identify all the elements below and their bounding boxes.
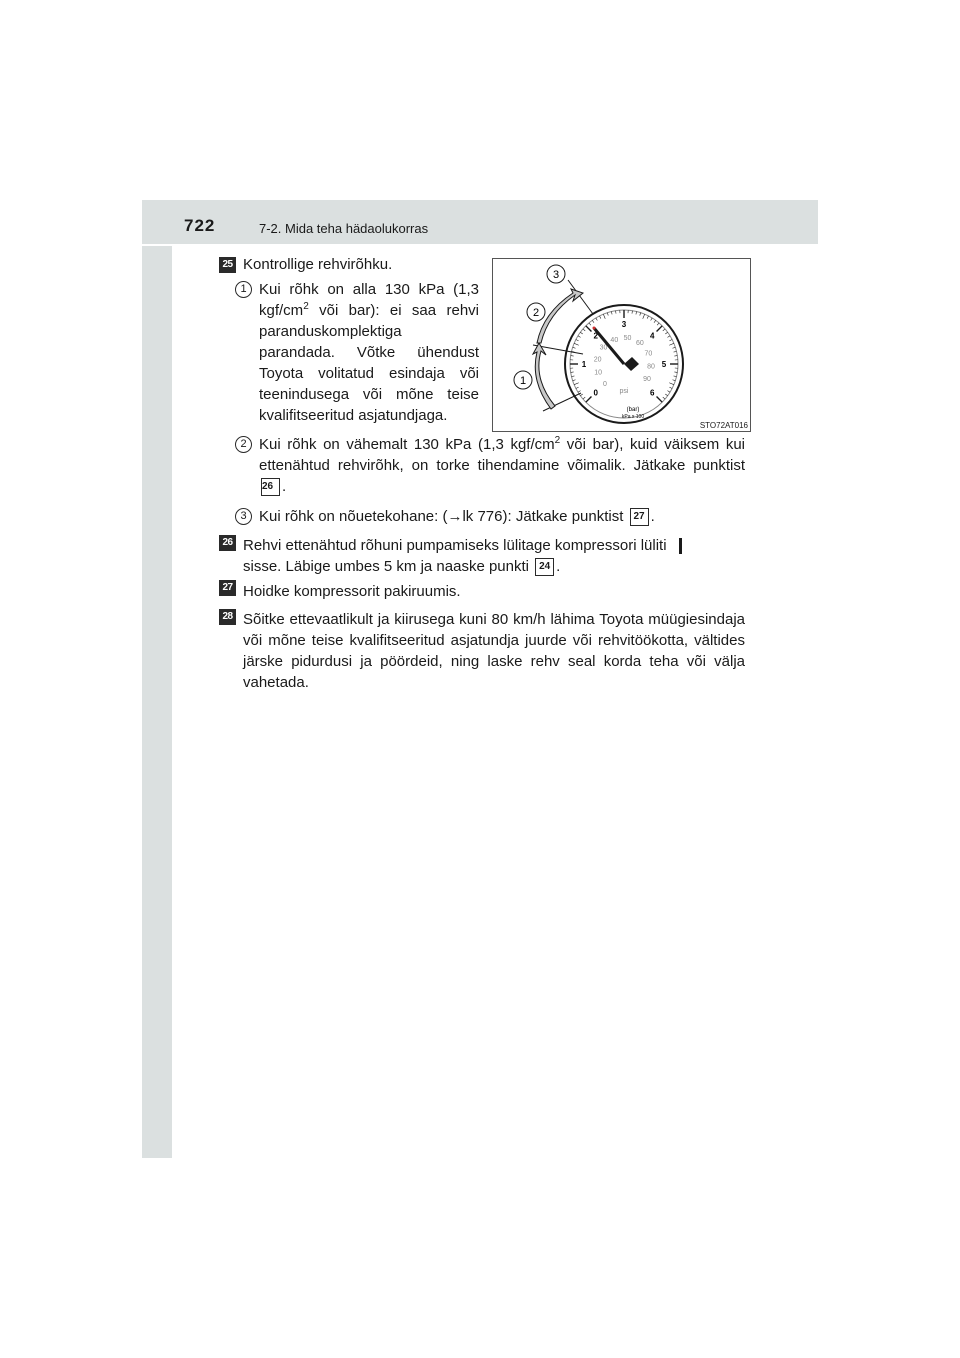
psi-tick-label: 40 [610,336,619,344]
bar-tick-label: 6 [650,388,655,398]
callout-1: 1 [519,375,527,387]
step-badge-25: 25 [219,257,236,273]
step-badge-26: 26 [219,535,236,551]
item-1-text-a: Kui rõhk on alla 130 kPa (1,3 kgf/cm [259,281,479,319]
step-badge-27: 27 [219,580,236,596]
psi-tick-label: 70 [644,350,653,358]
bar-tick-label: 2 [593,331,598,341]
step-28-text: Sõitke ettevaatlikult ja kiirusega kuni 80 km/h lähima Toyota müügiesindaja või mõne teise kvalifitseeritud asjatundja juurde või rehvitöökotta, vältides järske pidurdusi ja pöördeid, ning laske rehv seal korda teha või välja vahetada. [243,611,745,691]
item-marker-3: 3 [235,508,252,525]
item-3-text-b: lk 776): Jätkake punktist [462,508,628,525]
psi-tick-label: 50 [623,335,632,343]
item-2-text-b: või bar), kuid väiksem kui ettenähtud rehvirõhk, on torke tihendamine võimalik. Jätkake punktist [259,436,745,474]
item-3-end: . [650,508,655,525]
page-number: 722 [184,216,216,235]
page-ref-arrow-icon: → [447,508,463,525]
psi-tick-label: 30 [599,344,608,352]
item-1-sup: 2 [303,301,309,312]
item-3-text [259,506,745,527]
step-ref-27[interactable]: 27 [630,508,649,526]
callout-3: 3 [552,269,560,281]
item-marker-2: 2 [235,436,252,453]
item-2-end: . [282,478,287,495]
bar-tick-label: 1 [581,360,587,369]
psi-tick-label: 20 [593,356,602,364]
pressure-gauge-diagram [493,259,750,431]
bar-tick-label: 0 [593,388,598,398]
psi-tick-label: 80 [647,363,655,371]
psi-tick-label: 60 [635,340,644,348]
bar-tick-label: 3 [621,320,627,329]
range-arrow-1 [533,343,555,409]
item-3-text-a: Kui rõhk on nõuetekohane: ( [259,508,448,525]
psi-tick-label: 90 [643,376,651,384]
step-26-text-b: sisse. Läbige umbes 5 km ja naaske punkti [243,558,534,575]
section-title: 7-2. Mida teha hädaolukorras [259,221,429,236]
step-26-text-a: Rehvi ettenähtud rõhuni pumpamiseks lülitage kompressori lüliti [243,537,667,554]
step-26-end: . [556,558,561,575]
page-margin-band [142,200,172,1158]
step-badge-28: 28 [219,609,236,625]
bar-tick-label: 4 [650,331,655,341]
psi-tick-label: 0 [602,381,607,389]
item-2-text-a: Kui rõhk on vähemalt 130 kPa (1,3 kgf/cm [259,436,555,453]
step-25-text: Kontrollige rehvirõhku. [243,256,393,273]
pressure-gauge-figure [492,258,751,432]
kpa-unit-label: kPa x 100 [621,414,645,420]
item-1-text [259,279,479,426]
callout-2: 2 [532,307,540,319]
item-2-text [259,434,745,497]
step-ref-24[interactable]: 24 [535,558,554,576]
bar-tick-label: 5 [661,360,667,369]
step-ref-26[interactable]: 26 [261,478,280,496]
compressor-switch-on-icon [679,538,682,554]
step-26-text [243,535,748,577]
figure-code: STO72AT016 [699,421,748,430]
item-marker-1: 1 [235,281,252,298]
item-2-sup: 2 [554,435,561,446]
item-1-text-b: või bar): ei saa rehvi paranduskomplektiga parandada. Võtke ühendust Toyota volitatud esindaja või teenindusega või mõne teise kvalifitseeritud asjatundjaga. [259,302,479,424]
bar-unit-label: (bar) [626,407,640,413]
psi-label: psi [619,388,629,395]
needle-tip [593,327,596,330]
psi-tick-label: 10 [594,369,603,377]
step-27-text: Hoidke kompressorit pakiruumis. [243,583,461,600]
